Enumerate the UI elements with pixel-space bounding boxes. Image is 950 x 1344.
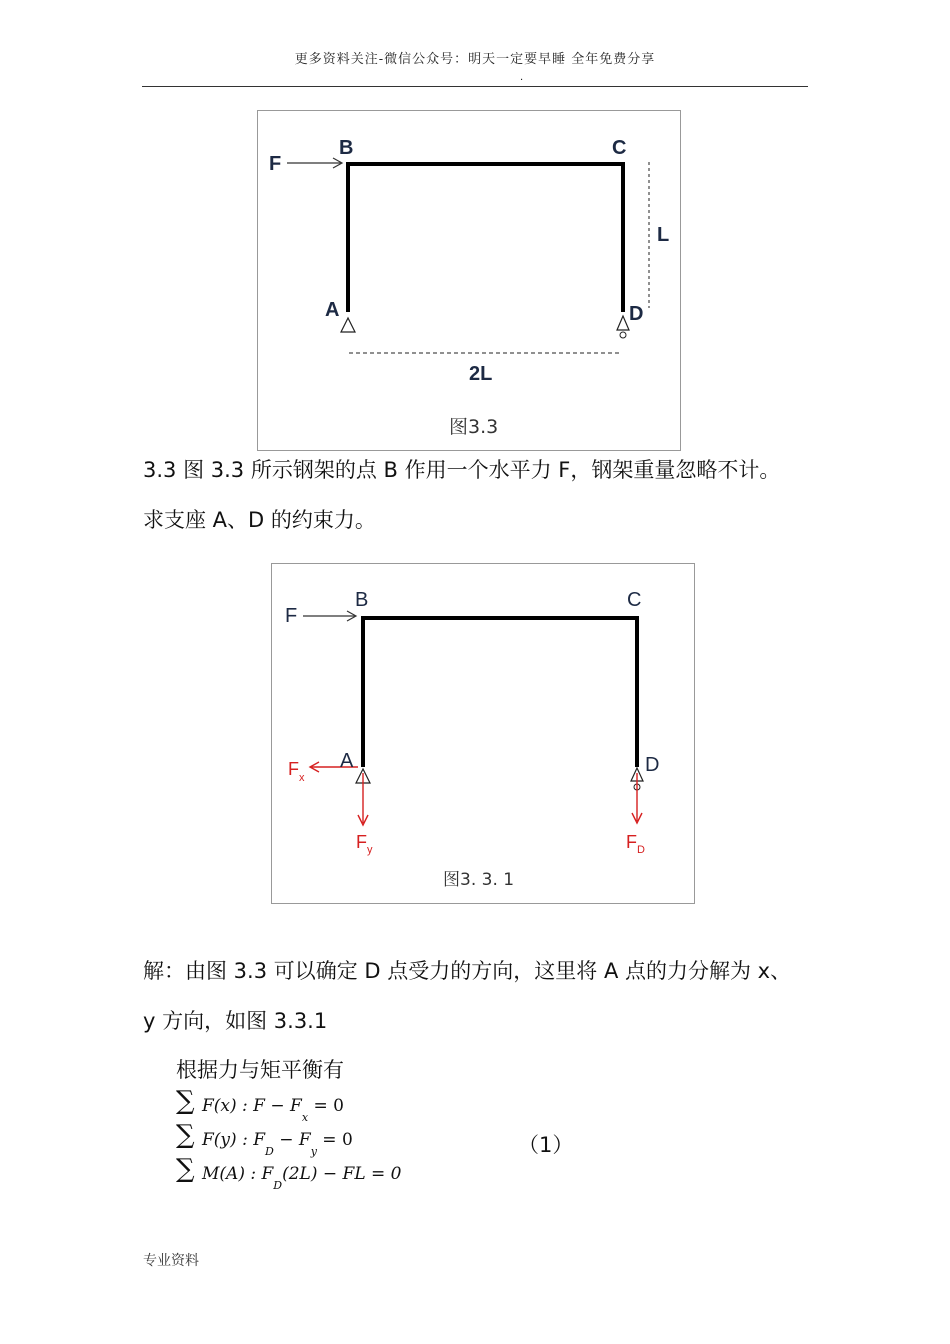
figure-caption: 图3. 3. 1 <box>443 870 515 890</box>
label-2l: 2L <box>469 363 493 385</box>
label-f: F <box>285 605 298 627</box>
figure-border <box>258 111 681 451</box>
figure-caption: 图3.3 <box>449 416 499 438</box>
solution-line-1: 解：由图 3.3 可以确定 D 点受力的方向，这里将 A 点的力分解为 x、 <box>143 959 792 983</box>
figure-3-3 <box>257 110 681 451</box>
label-b: B <box>355 589 369 611</box>
figure-3-3-1 <box>271 563 695 904</box>
label-b: B <box>339 137 354 159</box>
eq2-sub2: y <box>310 1145 317 1158</box>
problem-line-1: 3.3 图 3.3 所示钢架的点 B 作用一个水平力 F，钢架重量忽略不计。 <box>143 458 781 482</box>
label-d: D <box>645 754 660 776</box>
equation-number: （1） <box>518 1133 574 1157</box>
eq1-sub: x <box>301 1111 309 1124</box>
eq1-head: F(x) : F − F <box>202 1096 302 1116</box>
eq1-tail: = 0 <box>308 1096 344 1116</box>
eq2-sub1: D <box>265 1145 274 1158</box>
label-c: C <box>612 137 627 159</box>
label-a: A <box>325 299 340 321</box>
support-d-roller <box>620 332 626 338</box>
page-header: 更多资料关注-微信公众号：明天一定要早睡 全年免费分享 <box>294 52 656 67</box>
solution-line-2: y 方向，如图 3.3.1 <box>143 1009 328 1033</box>
page-footer: 专业资料 <box>143 1253 199 1269</box>
solution-intro: 根据力与矩平衡有 <box>176 1058 344 1082</box>
label-fd: F <box>626 832 637 852</box>
label-c: C <box>627 589 642 611</box>
eq2-tail: = 0 <box>316 1130 353 1150</box>
sigma-symbol: ∑ <box>176 1086 195 1116</box>
label-d: D <box>629 303 644 325</box>
eq2-mid: − F <box>273 1130 311 1150</box>
label-fy: F <box>356 832 367 852</box>
eq3-head: M(A) : F <box>202 1164 274 1184</box>
label-l: L <box>657 224 670 246</box>
header-divider <box>142 86 808 87</box>
header-dot: . <box>520 72 524 83</box>
figure-border <box>272 564 695 904</box>
label-f: F <box>269 153 282 175</box>
label-fd-sub: D <box>637 844 645 856</box>
problem-line-2: 求支座 A、D 的约束力。 <box>143 508 376 532</box>
label-fx-sub: x <box>299 772 305 784</box>
eq2-head: F(y) : F <box>202 1130 265 1150</box>
label-fy-sub: y <box>367 844 373 856</box>
label-a: A <box>340 750 354 772</box>
eq3-tail: (2L) − FL = 0 <box>282 1164 402 1184</box>
sigma-symbol: ∑ <box>176 1154 195 1184</box>
sigma-symbol: ∑ <box>176 1120 195 1150</box>
label-fx: F <box>288 759 299 779</box>
eq3-sub: D <box>273 1179 283 1192</box>
